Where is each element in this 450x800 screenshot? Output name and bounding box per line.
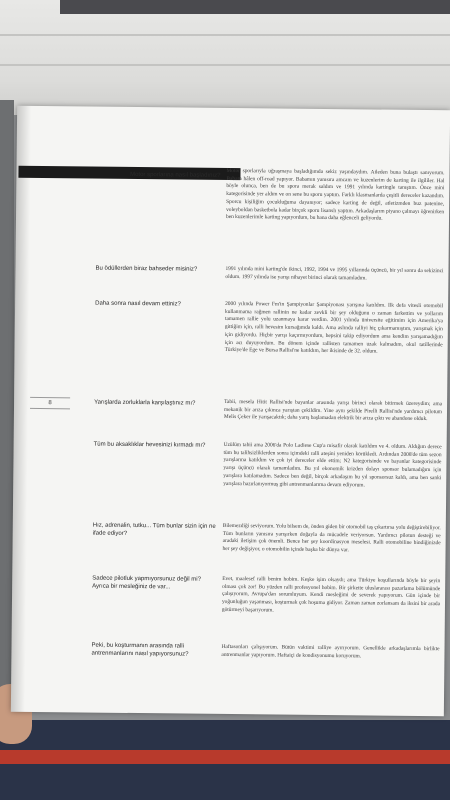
- question-4: Yarışlarda zorluklarla karşılaştınız mı?: [94, 399, 196, 407]
- answer-4: Tabii, mesela Hitit Rallisi'nde bayanlar arasında yarışı birinci olarak bitirmek üzereydim; ama mekanik bir arıza çıkınca yarıştan çekildim. Yine aynı şekilde Pirelli Rallisi'nde yardımcı pilotum Melis Çeker ile yarışacaktık; daha yarış başlamadan elektrik bir arıza çıktı ve abandone olduk.: [223, 398, 443, 423]
- answer-5: Üzülüm tabii ama 2006'da Polo Ladiese Cup'a misafir olarak katıldım ve 4. oldum. Aldığım derece tüm bu talihsizliklerden sonra içimdeki ralli ateşini yeniden körükledi. Ardından 2008'de tüm sezon yarışlarına katıldım ve çok iyi dereceler elde ettim; N2 kategorisinde ve bayanlar kategorisinde yarışı üçüncü olarak tamamladım. Bu yıl ekonomik krizden dolayı sponsor bulamadığım için yarışlara katılamadım. Sadece ben değil, birçok arkadaşım bu yıl sponsorsuz kaldı, ama ben sanki yarışlara hazırlanıyormuş gibi antrenmanlarıma devam ediyorum.: [223, 441, 442, 488]
- question-8: Peki, bu koşturmanın arasında ralli antrenmanlarını nasıl yapıyorsunuz?: [91, 642, 189, 658]
- background-fabric: [0, 720, 450, 800]
- question-5: Tüm bu aksaklıklar hevesinizi kırmadı mı?: [93, 441, 206, 449]
- answer-8: Haftasonları çalışıyorum. Bütün vaktimi ralliye ayırıyorum. Genellikle arkadaşlarımla birlikte antrenmanlar yapıyorum. Haftaiçi de kondisyonumu koruyorum.: [221, 643, 440, 660]
- question-1: Motor sporlarına nasıl başladınız?: [130, 171, 221, 179]
- answer-3: 2000 yılında Power Fm'in Şampiyonlar Şampiyonası yarışına katıldım. İlk defa vitesli otomobil kullanmama rağmen rallinin ne kadar zevkli bir şey olduğunu o zaman farkettim ve yollarım tamamen rallie yolu uzanmaya karar verdim. 2001 yılında üniversite eğitimim için Amerika'ya gittiğim için, ralli hevesim kursağımda kaldı. Ama aslında ralliyi hiç çıkarmamıştım, yarışmak için için gidiyordu. Hiçbir yarışı kaçırmıyordum, hepsini takip ediyordum ama kendim yarışamadığım için acı duyuyordum. Bu dönem içinde rallisten tamamen uzak kalmadım, okul tatillerinde Türkiye'de Ege ve Bursa Rallisi'ne katıldım, her ikisinde de 32. oldum.: [224, 300, 444, 355]
- question-3: Daha sonra nasıl devam ettiniz?: [95, 300, 181, 308]
- question-7: Sadece pilotluk yapmıyorsunuz değil mi? Ayrıca bir mesleğiniz de var...: [92, 575, 201, 591]
- answer-7: Evet, maalesef ralli benim hobim. Keşke işim olsaydı; ama Türkiye koşullarında böyle bir şeyin olması çok zor! Bu yüzden ralli profesyonel hobim. Bir şirkette uluslararası pazarlama bölümünde çalışıyorum, Avrupa'dan sorumluyum. Kendi mesleğimi de severek yapıyorum. Gün içinde bir yoğunluğun yaşanması, koşturmak çok hoşuma gidiyor. Zaman zaman zorlansam da iksini bir arada götürmeyi başarıyorum.: [221, 575, 441, 614]
- question-2: Bu ödüllerden biraz bahseder misiniz?: [95, 265, 198, 273]
- question-6: Hız, adrenalin, tutku... Tüm bunlar sizin için ne ifade ediyor?: [92, 522, 216, 537]
- answer-1: Motor sporlarıyla uğraşmaya başladığımda sekiz yaşındaydım. Aileden buna bulaştı sanıyorum. Babam hâlen off-road yapıyor. Babamın yanısıra amcam ve kuzenlerim de karting ile ilgililer. Hal böyle olunca, ben de bu spora merak saldım ve 1991 yılında kartingle tanıştım. Önce mini kategorisinde yer aldım ve on sene bu sporu yaptım. Farklı klasmanlarda çeşitli dereceler kazandım. Sporcu kişiliğim çocukluğuma dayanıyor; sadece karting de değil, atletizmden buz patenine, voleyboldan basketbola kadar birçok sporu lisanslı yaptım. Arkadaşlarım piyano çalmayı öğrenirken ben kuzenlerimle karting yapıyordum, bu hana daha eğlenceli geliyordu.: [225, 167, 445, 222]
- background-book-edge: [60, 0, 450, 14]
- magazine-page: [11, 106, 450, 717]
- answer-2: 1991 yılında mini karting'de ikinci, 1992, 1994 ve 1995 yıllarında üçüncü, bir yıl sonra da sekizinci oldum. 1997 yılında ise yarışı nihayet birinci olarak tamamladım.: [225, 265, 444, 282]
- page-number: 8: [30, 397, 70, 409]
- answer-6: Bilemezdiği seviyorum. Yolu bilsem de, önden giden bir otomobil taş çıkartırsa yolu değiştirebiliyor. Tüm bunların yanısıra yarışırken doğayla da mücadele veriyorsun. Yardımcı pilotun desteği ve aradaki iletişim çok önemli. Bence her şey koordinasyon meselesi. Ralli otomobiline bindiğinizde her şey değişiyor, o otomobilin içinde başka bir dünya var.: [222, 522, 441, 554]
- background-surface-top: [0, 0, 450, 115]
